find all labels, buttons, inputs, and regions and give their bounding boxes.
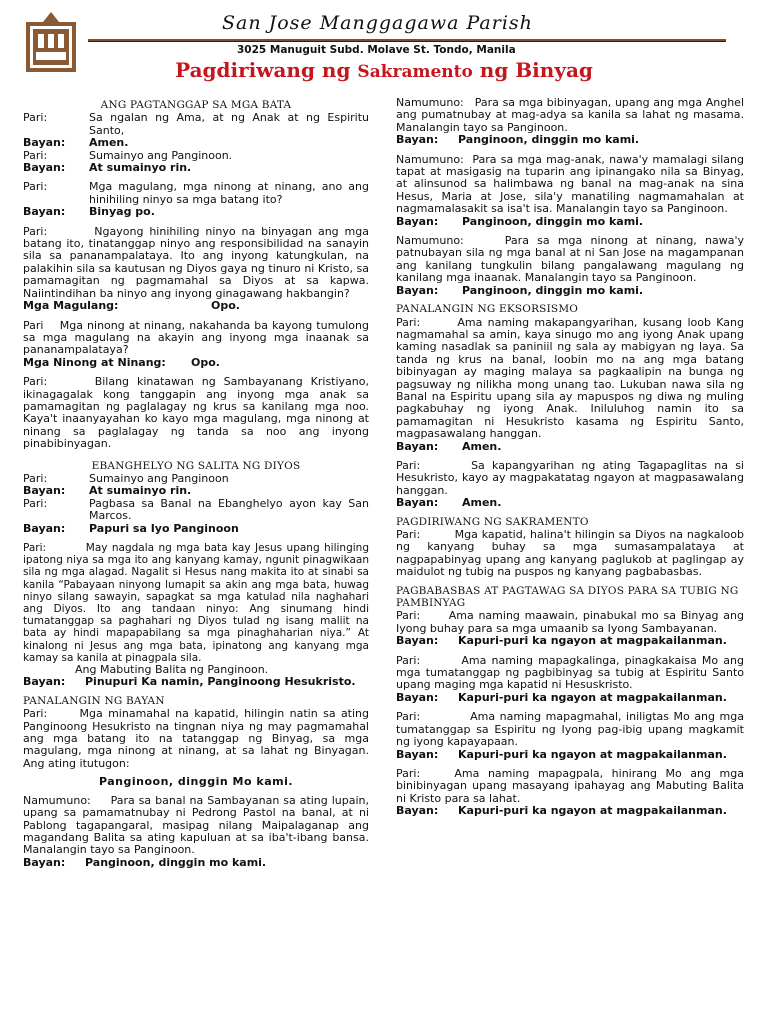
speaker-label: Pari: bbox=[23, 496, 48, 510]
dialog-line bbox=[23, 523, 369, 535]
dialog-text: Mga ninong at ninang, nakahanda ba kayong tumulong sa mga magulang na akayin ang inyong mga inaanak sa pananampalataya? bbox=[23, 318, 369, 357]
dialog-text: Ama naming makapangyarihan, kusang loob Kang nagmamahal sa amin, kaya sinugo mo ang iyong Anak upang kaming nasadlak sa paniniil ng sala ay mabigyan ng laya. Sa tanda ng krus na banal, loobin mo na ang mga batang bibinyagan ay maging malaya sa pagkaalipin na bunga ng pagsuway ng nilikha mong unang tao. Lukuban nawa sila ng Banal na Espiritu upang sila ay mapuspos ng diwa ng muling pagkabuhay ng iyong Anak. Iniluluhog namin ito sa pamamagitan ni Hesukristo kasama ng Espiritu Santo, magpasawalang hanggan. bbox=[396, 315, 744, 441]
dialog-line bbox=[23, 150, 369, 162]
speaker-label: Pari bbox=[23, 318, 44, 332]
paragraph bbox=[396, 529, 744, 579]
dialog-text: Mga magulang, mga ninong at ninang, ano ang hinihiling ninyo sa mga batang ito? bbox=[89, 180, 369, 206]
dialog-text: At sumainyo rin. bbox=[89, 161, 192, 175]
speaker-label: Pari: bbox=[23, 471, 48, 485]
speaker-label: Pari: bbox=[396, 315, 421, 329]
paragraph bbox=[23, 320, 369, 357]
speaker-label: Mga Magulang: bbox=[23, 299, 119, 313]
dialog-text: Bilang kinatawan ng Sambayanang Kristiyano, ikinagagalak kong tanggapin ang inyong mga anak sa pamamagitan ng paglalagay ng krus sa kanilang mga noo. Kaya't inaanyayahan ko kayo mga magulang, mga ninong at ninang sa paglalagay ng tanda sa noo ang inyong pinabibinyagan. bbox=[23, 375, 369, 451]
paragraph bbox=[396, 317, 744, 441]
speaker-label: Namumuno: bbox=[396, 152, 464, 166]
speaker-label: Bayan: bbox=[396, 747, 439, 761]
response-text: Kapuri-puri ka ngayon at magpakailanman. bbox=[458, 634, 727, 648]
dialog-text: Pinupuri Ka namin, Panginoong Hesukristo. bbox=[85, 675, 356, 689]
response-text: Kapuri-puri ka ngayon at magpakailanman. bbox=[458, 747, 727, 761]
dialog-text: Mga minamahal na kapatid, hilingin natin sa ating Panginoong Hesukristo na tingnan niya ng may pagmamahal ang mga batang ito na tatanggap ng Binyag, sa mga magulang, mga ninong at ninang, at sa lahat ng Binyagan. Ang ating itutugon: bbox=[23, 707, 370, 770]
dialog-text: At sumainyo rin. bbox=[89, 484, 192, 498]
section-title: PAGBABASBAS AT PAGTAWAG SA DIYOS PARA SA TUBIG NG PAMBINYAG bbox=[396, 584, 739, 610]
dialog-line bbox=[23, 137, 369, 149]
dialog-line bbox=[396, 134, 744, 146]
dialog-line bbox=[23, 112, 369, 137]
speaker-label: Pari: bbox=[23, 180, 48, 194]
dialog-text: Amen. bbox=[462, 439, 502, 453]
dialog-line bbox=[23, 206, 369, 218]
speaker-label: Bayan: bbox=[23, 136, 66, 150]
paragraph bbox=[396, 460, 744, 497]
dialog-text: Ama naming mapagmahal, iniligtas Mo ang mga tumatanggap sa Espiritu ng Iyong pag-ibig upang magkamit ng iyong kapayapaan. bbox=[396, 710, 744, 749]
title-part-2: Sakramento bbox=[357, 62, 473, 82]
speaker-label: Namumuno: bbox=[23, 793, 91, 807]
paragraph bbox=[396, 97, 744, 134]
dialog-text: Pagbasa sa Banal na Ebanghelyo ayon kay San Marcos. bbox=[89, 496, 369, 523]
speaker-label: Bayan: bbox=[396, 214, 439, 228]
gospel-text: May nagdala ng mga bata kay Jesus upang hilinging ipatong niya sa mga ito ang kanyang kamay, ngunit pinagwikaan sila ng mga alagad. Nagalit si Hesus nang makita ito at sinabi sa kanila “Pabayaan ninyong lumapit sa akin ang mga bata, huwag ninyo silang sawayin, sapagkat sa mga katulad nila naghahari ang Diyos. Ito ang tandaan ninyo: Ang sinumang hindi tumatanggap sa paghahari ng Diyos tulad ng isang maliit na bata ay hindi mapapabilang sa mga pinaghaharian niya.” At kinalong ni Jesus ang mga bata, ipinatong ang kanyang mga kamay sa kanila at pinagpala sila. bbox=[23, 542, 369, 664]
dialog-text: Binyag po. bbox=[89, 205, 155, 219]
dialog-text: Sa kapangyarihan ng ating Tagapaglitas na si Hesukristo, kayo ay magpakatatag ngayon at magpasawalang hanggan. bbox=[396, 458, 744, 497]
dialog-line bbox=[23, 357, 369, 369]
dialog-text: Ama naming maawain, pinabukal mo sa Binyag ang Iyong buhay para sa mga umaanib sa Iyong Sambayanan. bbox=[396, 609, 744, 635]
right-column bbox=[396, 97, 744, 818]
left-column bbox=[23, 97, 369, 869]
dialog-line bbox=[23, 857, 369, 869]
title-part-3: ng Binyag bbox=[472, 58, 593, 82]
speaker-label: Bayan: bbox=[23, 161, 66, 175]
speaker-label: Pari: bbox=[23, 111, 48, 125]
speaker-label: Pari: bbox=[396, 653, 421, 667]
dialog-text: Para sa mga ninong at ninang, nawa'y patnubayan sila ng mga banal at ni San Jose na magampanan ang kanilang tungkulin bilang pangalawang magulang ng kanilang mga inaanak. Manalangin tayo sa Panginoon. bbox=[396, 234, 744, 285]
speaker-label: Pari: bbox=[23, 224, 48, 238]
dialog-text: Panginoon, dinggin mo kami. bbox=[458, 133, 640, 147]
dialog-text: Papuri sa Iyo Panginoon bbox=[89, 521, 239, 535]
section-title: ANG PAGTANGGAP SA MGA BATA bbox=[100, 99, 292, 111]
section-title: PANALANGIN NG BAYAN bbox=[23, 694, 165, 707]
parish-name: San Jose Manggagawa Parish bbox=[222, 12, 533, 34]
dialog-text: Panginoon, dinggin mo kami. bbox=[462, 214, 644, 228]
speaker-label: Bayan: bbox=[396, 283, 439, 297]
speaker-label: Pari: bbox=[396, 766, 421, 780]
dialog-text: Para sa mga mag-anak, nawa'y mamalagi silang tapat at masigasig na tuparin ang ipinangako nila sa Binyag, at alinsunod sa halimbawa ng banal na mag-anak na sina Hesus, Maria at Jose, sila'y manatiling nagmamahalan at nagmamalasakit sa isa't isa. Manalangin tayo sa Panginoon. bbox=[396, 152, 744, 216]
dialog-line bbox=[23, 181, 369, 206]
paragraph bbox=[396, 655, 744, 692]
dialog-line bbox=[396, 285, 744, 297]
response-text: Kapuri-puri ka ngayon at magpakailanman. bbox=[458, 804, 727, 818]
dialog-text: Opo. bbox=[191, 355, 220, 369]
response-text: Kapuri-puri ka ngayon at magpakailanman. bbox=[458, 690, 727, 704]
dialog-text: Ngayong hinihiling ninyo na binyagan ang mga batang ito, tinatanggap ninyo ang responsibilidad na sanayin sila sa pananampalataya. Ito ang inyong katungkulan, na palakihin sila sa kautusan ng Diyos gaya ng tinuro ni Kristo, sa pamamagitan ng pagmamahal sa Diyos at sa kapwa. Naiintindihan ba ninyo ang inyong ginagawang hakbangin? bbox=[23, 224, 369, 300]
dialog-line bbox=[23, 676, 369, 688]
dialog-line bbox=[396, 497, 744, 509]
speaker-label: Pari: bbox=[396, 458, 421, 472]
paragraph bbox=[23, 795, 369, 857]
page-title bbox=[0, 58, 768, 82]
response-line: Panginoon, dinggin Mo kami. bbox=[98, 775, 294, 789]
gospel-closing: Ang Mabuting Balita ng Panginoon. bbox=[75, 663, 269, 677]
dialog-text: Sumainyo ang Panginoon. bbox=[89, 148, 233, 162]
speaker-label: Pari: bbox=[396, 528, 421, 541]
paragraph bbox=[396, 610, 744, 635]
section-title: PANALANGIN NG EKSORSISMO bbox=[396, 303, 579, 316]
dialog-line bbox=[396, 805, 744, 817]
dialog-line bbox=[396, 441, 744, 453]
speaker-label: Namumuno: bbox=[396, 96, 464, 109]
speaker-label: Pari: bbox=[23, 542, 47, 554]
paragraph bbox=[396, 154, 744, 216]
dialog-text: Panginoon, dinggin mo kami. bbox=[462, 283, 644, 297]
speaker-label: Bayan: bbox=[23, 521, 66, 535]
page-header bbox=[0, 0, 768, 96]
speaker-label: Bayan: bbox=[396, 439, 439, 453]
dialog-text: Opo. bbox=[211, 299, 240, 313]
speaker-label: Pari: bbox=[396, 609, 421, 623]
dialog-text: Ama naming mapagpala, hinirang Mo ang mga binibinyagan upang masayang ipahayag ang Mabuting Balita ni Kristo para sa lahat. bbox=[396, 766, 744, 805]
speaker-label: Mga Ninong at Ninang: bbox=[23, 355, 166, 369]
section-title: EBANGHELYO NG SALITA NG DIYOS bbox=[91, 459, 301, 472]
dialog-text: Ama naming mapagkalinga, pinagkakaisa Mo ang mga tumatanggap ng pagbibinyag sa tubig at Espiritu Santo upang maging mga kapatid ni Hesuskristo. bbox=[396, 653, 744, 692]
speaker-label: Pari: bbox=[23, 375, 48, 389]
dialog-line bbox=[396, 635, 744, 647]
dialog-text: Sumainyo ang Panginoon bbox=[89, 471, 229, 485]
title-part-1: Pagdiriwang ng bbox=[175, 58, 358, 82]
header-rule-thin bbox=[88, 41, 726, 42]
paragraph bbox=[396, 768, 744, 805]
dialog-text: Panginoon, dinggin mo kami. bbox=[85, 855, 267, 869]
speaker-label: Bayan: bbox=[23, 855, 66, 869]
speaker-label: Bayan: bbox=[23, 675, 66, 689]
speaker-label: Bayan: bbox=[396, 496, 439, 510]
dialog-line bbox=[396, 749, 744, 761]
speaker-label: Pari: bbox=[23, 707, 48, 721]
speaker-label: Bayan: bbox=[396, 804, 439, 818]
dialog-text: Para sa mga bibinyagan, upang ang mga Anghel ang pumatnubay at mag-adya sa kanila sa lahat ng masama. Manalangin tayo sa Panginoon. bbox=[396, 96, 745, 134]
dialog-line bbox=[396, 216, 744, 228]
paragraph bbox=[396, 711, 744, 748]
paragraph bbox=[23, 226, 369, 300]
speaker-label: Bayan: bbox=[396, 133, 439, 147]
speaker-label: Bayan: bbox=[23, 484, 66, 498]
dialog-line bbox=[396, 692, 744, 704]
dialog-text: Para sa banal na Sambayanan sa ating lupain, upang sa pamamatnubay ni Pedrong Pastol na banal, at ni Pablong tagapangaral, masipag nilang Maipalaganap ang magandang Balita sa ating kapuluan at sa iba't-ibang bansa. Manalangin tayo sa Panginoon. bbox=[23, 793, 370, 857]
paragraph bbox=[396, 235, 744, 285]
speaker-label: Pari: bbox=[396, 710, 421, 724]
speaker-label: Bayan: bbox=[23, 205, 66, 219]
section-title: PAGDIRIWANG NG SAKRAMENTO bbox=[396, 515, 589, 528]
speaker-label: Bayan: bbox=[396, 634, 439, 648]
dialog-line bbox=[23, 498, 369, 523]
gospel-paragraph bbox=[23, 542, 369, 664]
dialog-line bbox=[23, 473, 369, 485]
dialog-text: Amen. bbox=[89, 136, 129, 150]
speaker-label: Namumuno: bbox=[396, 234, 464, 248]
speaker-label: Pari: bbox=[23, 148, 48, 162]
speaker-label: Bayan: bbox=[396, 690, 439, 704]
dialog-line bbox=[23, 485, 369, 497]
dialog-text: Mga kapatid, halina't hilingin sa Diyos na nagkaloob ng kanyang buhay sa mga sumasampalataya at nagpapabinyag upang ang kanyang paglukob at paglingap ay maidulot ng tubig na puspos ng kanyang pagbabasbas. bbox=[396, 528, 744, 579]
parish-address: 3025 Manuguit Subd. Molave St. Tondo, Manila bbox=[237, 44, 516, 56]
dialog-text: Amen. bbox=[462, 496, 502, 510]
dialog-text: Sa ngalan ng Ama, at ng Anak at ng Espiritu Santo, bbox=[89, 111, 369, 137]
dialog-line bbox=[23, 300, 369, 312]
paragraph bbox=[23, 708, 369, 770]
dialog-line bbox=[23, 162, 369, 174]
paragraph bbox=[23, 376, 369, 450]
